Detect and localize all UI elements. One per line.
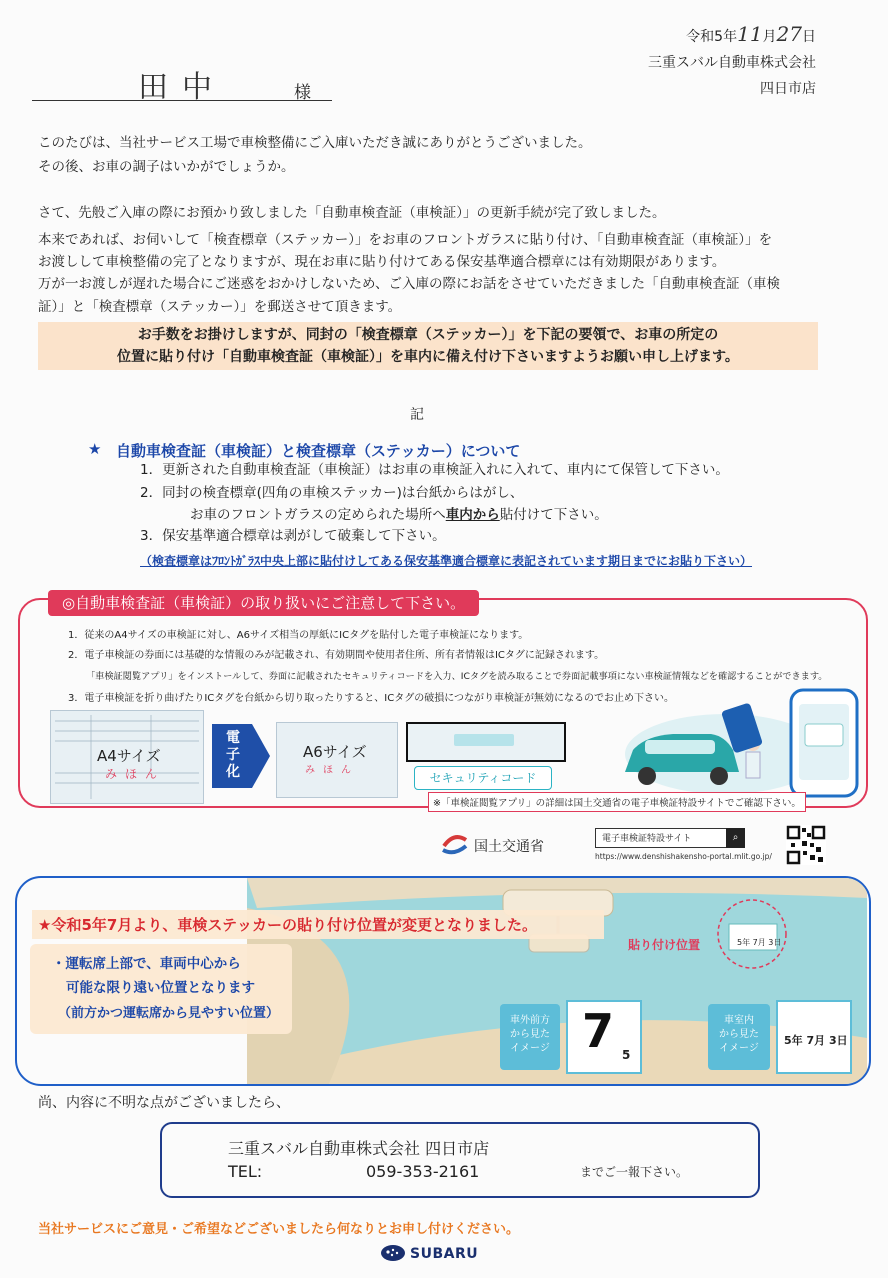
star-icon: ★: [88, 440, 102, 458]
request-line-2: 位置に貼り付け「自動車検査証（車検証）」を車内に備え付け下さいますようお願い申し上げます。: [117, 349, 739, 365]
notice-line: さて、先般ご入庫の際にお預かり致しました「自動車検査証（車検証）」の更新手続が完了致しました。: [38, 205, 666, 221]
sticker-position-label: 貼り付け位置: [628, 938, 701, 952]
name-underline: [32, 100, 332, 101]
letter-date: 令和5年11月27日: [686, 22, 816, 46]
mlit-name: 国土交通省: [474, 839, 544, 855]
outside-sticker-image: [566, 1000, 642, 1074]
explanation-line-1: 本来であれば、お伺いして「検査標章（ステッカー）」をお車のフロントガラスに貼り付け、「自動車検査証（車検証）」を: [38, 232, 773, 248]
recipient-name: 田中: [138, 70, 226, 105]
footer-message: 当社サービスにご意見・ご希望などございましたら何なりとお申し付けください。: [38, 1222, 520, 1237]
sticker-headline: ★令和5年7月より、車検ステッカーの貼り付け位置が変更となりました。: [32, 910, 604, 939]
explanation-line-4: 証）」と「検査標章（ステッカー）」を郵送させて頂きます。: [38, 299, 402, 315]
greeting-line-1: このたびは、当社サービス工場で車検整備にご入庫いただき誠にありがとうございました。: [38, 135, 592, 151]
handwritten-month: 11: [737, 22, 763, 46]
contact-intro: 尚、内容に不明な点がございましたら、: [38, 1095, 290, 1111]
request-line-1: お手数をお掛けしますが、同封の「検査標章（ステッカー）」を下記の要領で、お車の所定の: [137, 327, 719, 343]
sticker-date-small: 5年 7月 3日: [737, 938, 782, 947]
mlit-logo-icon: [440, 830, 468, 856]
mlit-url: https://www.denshishakensho-portal.mlit.go.jp/: [595, 852, 772, 861]
notes-item-2-line-2: お車のフロントガラスの定められた場所へ車内から貼付けて下さい。: [190, 507, 608, 523]
sticker-desc-line-1: ・運転席上部で、車両中心から: [52, 956, 241, 972]
ecert-item-3: 3．電子車検証を折り曲げたりICタグを台紙から切り取ったりすると、ICタグの破損につながり車検証が無効になるのでお止め下さい。: [68, 693, 675, 704]
notes-item-3: 3．保安基準適合標章は剥がして破棄して下さい。: [140, 528, 446, 544]
app-details-note: ※「車検証閲覧アプリ」の詳細は国土交通省の電子車検証特設サイトでご確認下さい。: [428, 792, 806, 812]
handwritten-day: 27: [776, 22, 802, 46]
ecert-item-2-line-1: 2．電子車検証の券面には基礎的な情報のみが記載され、有効期間や使用者住所、所有者情報はICタグに記録されます。: [68, 650, 605, 661]
ecert-item-2-line-2: 「車検証閲覧アプリ」をインストールして、券面に記載されたセキュリティコードを入力、ICタグを読み取ることで券面記載事項にない車検証情報などを確認することができます。: [86, 671, 828, 682]
sticker-deadline-note: （検査標章はﾌﾛﾝﾄｶﾞﾗｽ中央上部に貼付けしてある保安基準適合標章に表記されています期日までにお貼り下さい）: [140, 554, 753, 568]
a6-sample-mark: みほん: [305, 765, 359, 776]
outside-sticker-year: 5: [622, 1048, 631, 1062]
recipient-honorific: 様: [294, 83, 311, 103]
emphasis-inside-car: 車内から: [445, 507, 500, 523]
sender-company: 三重スバル自動車株式会社: [648, 55, 816, 71]
contact-box: [160, 1122, 760, 1198]
contact-tel-number[interactable]: 059-353-2161: [366, 1162, 480, 1181]
sticker-desc-line-2: 可能な限り遠い位置となります: [66, 980, 255, 996]
a4-certificate-image: [50, 710, 204, 804]
outside-sticker-month: 7: [582, 1004, 615, 1058]
security-code-field: [454, 734, 514, 746]
sticker-desc-line-3: （前方かつ運転席から見やすい位置）: [58, 1006, 280, 1021]
ki-heading: 記: [410, 407, 424, 423]
ecert-caution-title: ◎自動車検査証（車検証）の取り扱いにご注意して下さい。: [48, 590, 479, 616]
inside-sticker-date: 5年 7月 3日: [784, 1034, 848, 1047]
ecert-site-search-box[interactable]: 電子車検証特設サイト: [595, 828, 745, 848]
subaru-wordmark: SUBARU: [410, 1246, 479, 1262]
a4-size-label: A4サイズ: [97, 747, 161, 765]
contact-suffix: までご一報下さい。: [580, 1165, 689, 1179]
qr-code-icon: [786, 825, 826, 865]
inside-sticker-image: [776, 1000, 852, 1074]
digitization-label: 電子化: [226, 730, 240, 780]
digitization-arrow: [212, 724, 272, 788]
greeting-line-2: その後、お車の調子はいかがでしょうか。: [38, 159, 295, 175]
security-code-zoom: [406, 722, 566, 762]
notes-title: 自動車検査証（車検証）と検査標章（ステッカー）について: [116, 442, 521, 460]
notes-item-2-line-1: 2．同封の検査標章(四角の車検ステッカー)は台紙からはがし、: [140, 485, 524, 501]
car-and-phone-illustration: [615, 684, 863, 802]
security-code-label: セキュリティコード: [414, 766, 552, 790]
a4-sample-mark: みほん: [105, 767, 166, 781]
contact-company: 三重スバル自動車株式会社 四日市店: [228, 1139, 490, 1158]
contact-tel-label: TEL:: [228, 1162, 263, 1181]
search-icon[interactable]: ⌕: [726, 828, 745, 848]
explanation-line-3: 万が一お渡しが遅れた場合にご迷惑をおかけしないため、ご入庫の際にお話をさせていただきました「自動車検査証（車検: [38, 276, 780, 292]
inside-view-caption: 車室内 から見た イメージ: [708, 1004, 770, 1070]
a6-size-label: A6サイズ: [303, 743, 367, 761]
a6-certificate-image: [276, 722, 398, 798]
explanation-line-2: お渡しして車検整備の完了となりますが、現在お車に貼り付けてある保安基準適合標章には有効期限があります。: [38, 254, 726, 270]
outside-view-caption: 車外前方 から見た イメージ: [500, 1004, 560, 1070]
request-highlight: [38, 322, 818, 370]
sender-branch: 四日市店: [760, 81, 816, 97]
ecert-item-1: 1．従来のA4サイズの車検証に対し、A6サイズ相当の厚紙にICタグを貼付した電子車検証になります。: [68, 630, 529, 641]
notes-item-1: 1．更新された自動車検査証（車検証）はお車の車検証入れに入れて、車内にて保管して下さい。: [140, 462, 729, 478]
subaru-logo-icon: [380, 1244, 406, 1262]
